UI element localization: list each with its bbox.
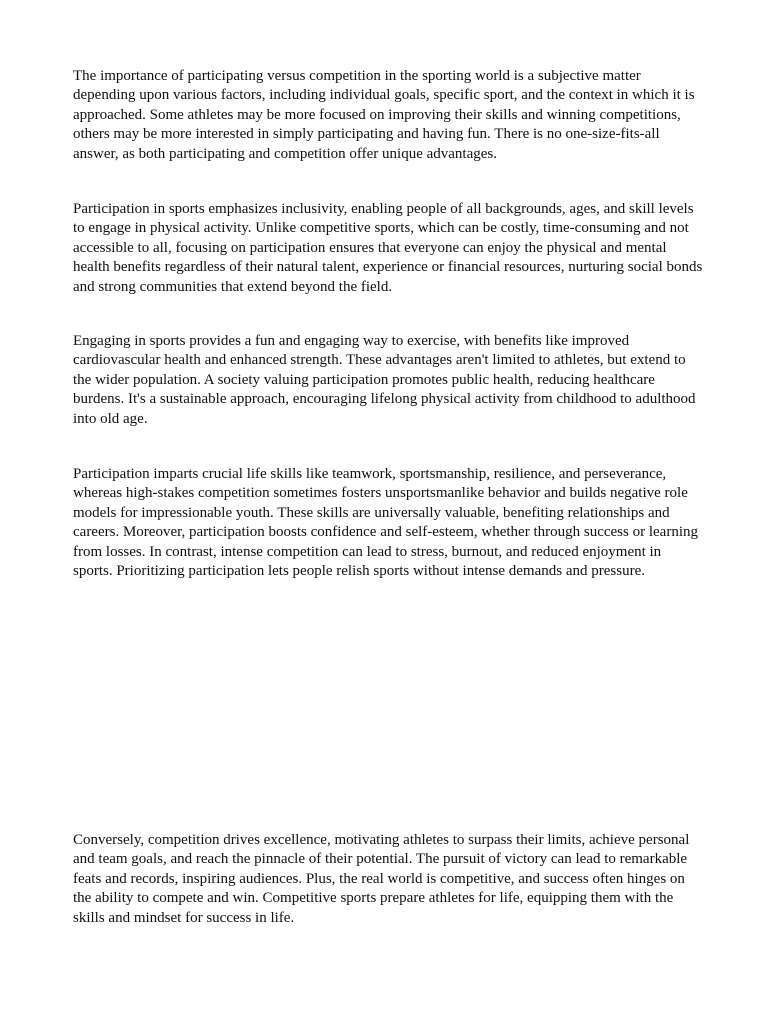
paragraph-health-benefits: Engaging in sports provides a fun and engaging way to exercise, with benefits like improved cardiovascular health and enhanced strength. These advantages aren't limited to athletes, but extend to the wider population. A society valuing participation promotes public health, reducing healthcare burdens. It's a sustainable approach, encouraging lifelong physical activity from childhood to adulthood into old age. bbox=[73, 333, 696, 427]
paragraph-life-skills: Participation imparts crucial life skills like teamwork, sportsmanship, resilience, and perseverance, whereas high-stakes competition sometimes fosters unsportsmanlike behavior and builds negative role models for impressionable youth. These skills are universally valuable, benefiting relationships and careers. Moreover, participation boosts confidence and self-esteem, whether through success or learning from losses. In contrast, intense competition can lead to stress, burnout, and reduced enjoyment in sports. Prioritizing participation lets people relish sports without intense demands and pressure. bbox=[73, 466, 698, 580]
paragraph-intro: The importance of participating versus competition in the sporting world is a subjective matter depending upon various factors, including individual goals, specific sport, and the context in which it is approached. Some athletes may be more focused on improving their skills and winning competitions, others may be more interested in simply participating and having fun. There is no one-size-fits-all answer, as both participating and competition offer unique advantages. bbox=[73, 68, 695, 162]
paragraph-inclusivity: Participation in sports emphasizes inclusivity, enabling people of all backgrounds, ages, and skill levels to engage in physical activity. Unlike competitive sports, which can be costly, time-consuming and not accessible to all, focusing on participation ensures that everyone can enjoy the physical and mental health benefits regardless of their natural talent, experience or financial resources, nurturing social bonds and strong communities that extend beyond the field. bbox=[73, 201, 703, 295]
paragraph-competition: Conversely, competition drives excellence, motivating athletes to surpass their limits, achieve personal and team goals, and reach the pinnacle of their potential. The pursuit of victory can lead to remarkable feats and records, inspiring audiences. Plus, the real world is competitive, and success often hinges on the ability to compete and win. Competitive sports prepare athletes for life, equipping them with the skills and mindset for success in life. bbox=[73, 832, 690, 926]
